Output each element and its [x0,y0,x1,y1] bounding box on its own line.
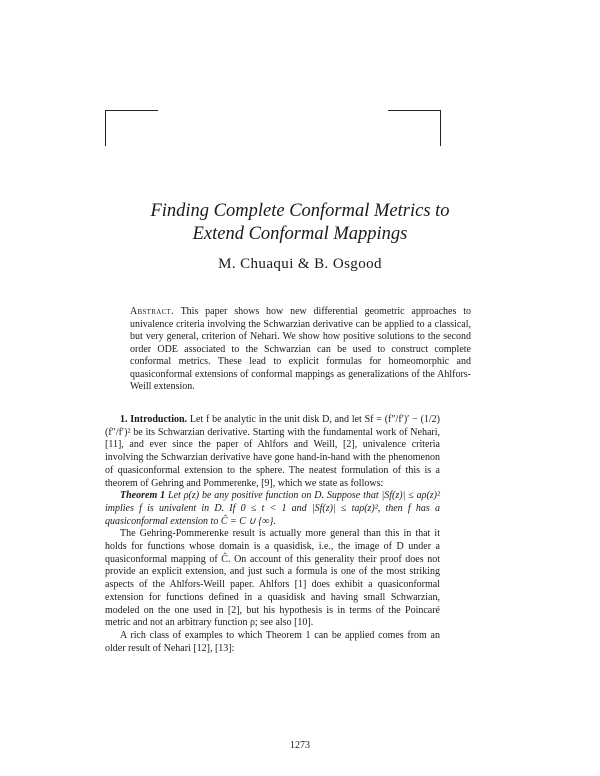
paragraph-2: The Gehring-Pommerenke result is actually more general than this in that it holds for functions whose domain is a quasidisk, i.e., the image of D under a quasiconformal mapping of Ĉ. On account of this generality their proof does not provide an explicit extension, and just such a formula is one of the most striking aspects of the Ahlfors-Weill paper. Ahlfors [1] does exhibit a quasiconformal extension for functions defined in a quasidisk and having small Schwarzian, modeled on the one used in [2], but his hypothesis is in terms of the Poincaré metric and not an arbitrary function ρ; see also [10]. [105,528,440,629]
crop-mark-left-horizontal [105,110,158,111]
intro-text: Let f be analytic in the unit disk D, and let Sf = (f″/f′)′ − (1/2)(f″/f′)² be its Schwarzian derivative. Starting with the fundamental work of Nehari, [11], and ever since the paper of Ahlfors and Weill, [2], univalence criteria involving the Schwarzian derivative have gone hand-in-hand with the phenomenon of quasiconformal extension to the sphere. The neatest formulation of this is a theorem of Gehring and Pommerenke, [9], which we state as follows: [105,414,441,489]
abstract-text: This paper shows how new differential geometric approaches to univalence criteria involving the Schwarzian derivative can be applied to a classical, but very general, criterion of Nehari. We show how positive solutions to the second order ODE associated to the Schwarzian can be used to construct complete conformal metrics. These lead to explicit formulas for homeomorphic and quasiconformal extensions of conformal mappings as generalizations of the Ahlfors-Weill extension. [130,306,471,392]
page-number: 1273 [290,740,310,751]
crop-mark-right-horizontal [388,110,441,111]
section-heading: 1. Introduction. [120,414,188,425]
paper-body [105,414,440,655]
crop-mark-right-vertical [440,110,441,146]
title-line-2: Extend Conformal Mappings [192,224,408,244]
theorem-text: Let ρ(z) be any positive function on D. Suppose that |Sf(z)| ≤ aρ(z)² implies f is univalent in D. If 0 ≤ t < 1 and |Sf(z)| ≤ taρ(z)², then f has a quasiconformal extension to Ĉ = C ∪ {∞}. [105,490,440,527]
title-line-1: Finding Complete Conformal Metrics to [150,201,450,221]
theorem-heading: Theorem 1 [120,490,166,502]
abstract-heading: Abstract. [130,306,174,317]
intro-paragraph [105,414,440,490]
paper-title [60,200,540,246]
abstract [130,306,471,394]
crop-mark-left-vertical [105,110,106,146]
theorem-1 [105,490,440,528]
paper-authors: M. Chuaqui & B. Osgood [218,256,382,272]
paragraph-3: A rich class of examples to which Theorem 1 can be applied comes from an older result of Nehari [12], [13]: [105,629,440,654]
